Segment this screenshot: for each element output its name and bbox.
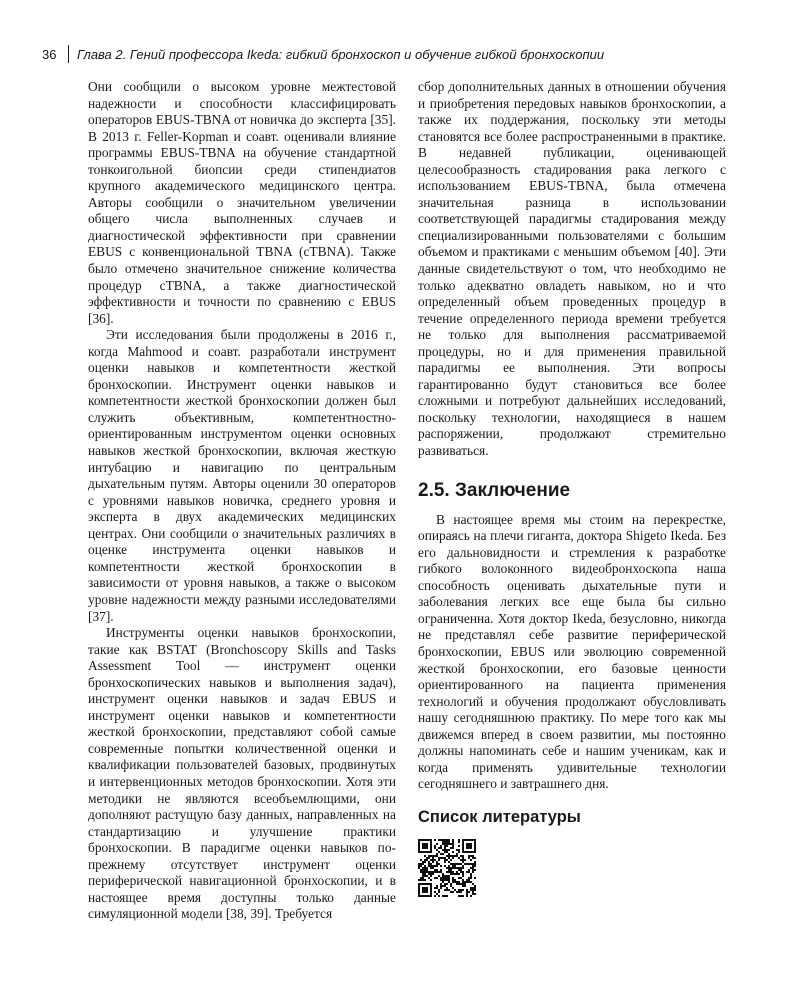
running-header bbox=[42, 45, 604, 63]
page-number: 36 bbox=[42, 46, 57, 62]
section-heading: 2.5. Заключение bbox=[418, 479, 571, 501]
paragraph: В настоящее время мы стоим на перекрестке, опираясь на плечи гиганта, доктора Shigeto Ikeda. Без его дальновидности и стремления к разработке гибкого волоконного видеобронхоскопа наша способность оценивать дыхательные пути и заболевания легких все еще была бы сильно ограниченна. Хотя доктор Ikeda, безусловно, никогда не представлял себе развитие периферической бронхоскопии, EBUS или эволюцию современной жесткой бронхоскопии, его базовые ценности ориентированного на пациента применения технологий и обучения продолжают обусловливать нашу сегодняшнюю практику. По мере того как мы движемся вперед в своем развитии, мы постоянно должны напоминать себе и нашим ученикам, как и когда применять удивительные технологии сегодняшнего и завтрашнего дня. bbox=[418, 511, 726, 792]
paragraph: Эти исследования были продолжены в 2016 г., когда Mahmood и соавт. разработали инструмент оценки навыков и компетентности жесткой бронхоскопии. Инструмент оценки навыков и компетентности жесткой бронхоскопии должен был служить объективным, компетентностно-ориентированным инструментом оценки основных навыков жесткой бронхоскопии, включая жесткую интубацию и навигацию по центральным дыхательным путям. Авторы оценили 30 операторов с уровнями навыков новичка, среднего уровня и эксперта в двух академических медицинских центрах. Они сообщили о значительных различиях в оценке инструмента оценки навыков и компетентности жесткой бронхоскопии в зависимости от уровня навыков, а также о высоком уровне надежности между разными исследователями [37]. bbox=[88, 327, 396, 624]
header-divider bbox=[68, 45, 69, 63]
qr-code-icon[interactable] bbox=[418, 839, 476, 897]
paragraph: Они сообщили о высоком уровне межтестовой надежности и способности классифицировать операторов EBUS-TBNA от новичка до эксперта [35]. В 2013 г. Feller-Kopman и соавт. оценивали влияние программы EBUS-TBNA на обучение стандартной тонкоигольной биопсии среди стипендиатов крупного академического медицинского центра. Авторы сообщили о значительном увеличении общего числа выполненных случаев и диагностической эффективности при сравнении EBUS с конвенциональной TBNA (cTBNA). Также было отмечено значительное снижение количества процедур cTBNA, а также диагностической эффективности и точности по сравнению с EBUS [36]. bbox=[88, 79, 396, 326]
running-title: Глава 2. Гений профессора Ikeda: гибкий бронхоскоп и обучение гибкой бронхоскопии bbox=[77, 46, 605, 62]
paragraph: сбор дополнительных данных в отношении обучения и приобретения передовых навыков бронхоскопии, а также их поддержания, поскольку эти методы становятся все более распространенными в практике. В недавней публикации, оценивающей целесообразность стадирования рака легкого с использованием EBUS-TBNA, была отмечена значительная разница в использовании соответствующей парадигмы стадирования между специализированными пользователями с большим объемом и практиками с меньшим объемом [40]. Эти данные свидетельствуют о том, что необходимо не только адекватно овладеть навыком, но и что определенный объем проведенных процедур в течение определенного периода времени требуется не только для выполнения рассматриваемой процедуры, но и для применения правильной парадигмы ее выполнения. Эти вопросы гарантированно будут становиться все более сложными и потребуют дальнейших исследований, поскольку технологии, находящиеся в нашем распоряжении, продолжают стремительно развиваться. bbox=[418, 79, 726, 459]
left-column bbox=[88, 79, 396, 923]
paragraph: Инструменты оценки навыков бронхоскопии, такие как BSTAT (Bronchoscopy Skills and Tasks Assessment Tool — инструмент оценки бронхоскопических навыков и выполнения задач), инструмент оценки навыков и задач EBUS и инструмент оценки навыков и компетентности жесткой бронхоскопии, представляют собой самые современные попытки количественной оценки и квалификации пользователей базовых, продвинутых и интервенционных методов бронхоскопии. Хотя эти методики не являются всеобъемлющими, они дополняют растущую базу данных, направленных на стандартизацию и улучшение практики бронхоскопии. В парадигме оценки навыков по-прежнему отсутствует инструмент оценки периферической навигационной бронхоскопии, и в настоящее время доступны только данные симуляционной модели [38, 39]. Требуется bbox=[88, 625, 396, 922]
references-heading: Список литературы bbox=[418, 807, 581, 826]
right-column bbox=[418, 79, 726, 897]
